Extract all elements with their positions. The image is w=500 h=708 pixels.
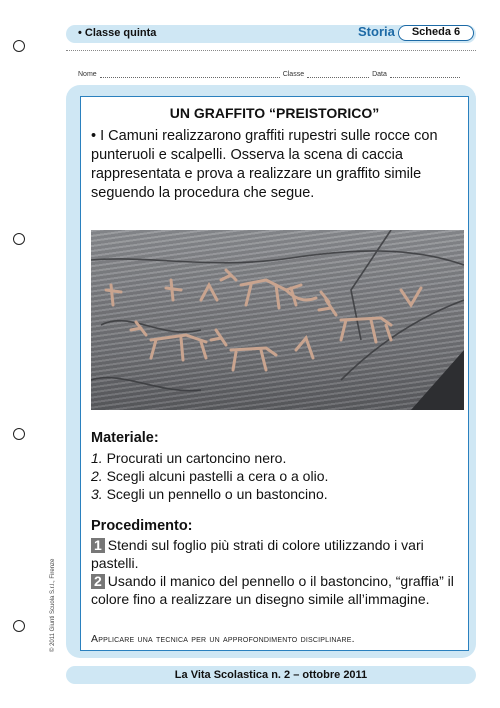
material-text: Scegli alcuni pastelli a cera o a olio. <box>102 468 329 484</box>
material-number: 2. <box>91 468 103 484</box>
material-number: 1. <box>91 450 103 466</box>
name-field[interactable] <box>100 69 280 78</box>
student-info-line <box>78 64 476 78</box>
header-divider <box>66 50 476 51</box>
procedure-step <box>91 572 463 608</box>
binder-hole-upper <box>13 233 25 245</box>
intro-paragraph: • I Camuni realizzarono graffiti rupestri sulle rocce con punteruoli e scalpelli. Osserva la scena di caccia rappresentata e prova a realizzare un graffito simile seguendo la procedura che segue. <box>91 128 438 201</box>
step-number-badge: 1 <box>91 538 105 553</box>
sheet-number-badge: Scheda 6 <box>398 25 474 41</box>
class-field[interactable] <box>307 69 369 78</box>
step-text: Usando il manico del pennello o il bastoncino, “graffia” il colore fino a realizzare un disegno simile all’immagine. <box>91 573 454 607</box>
material-item <box>91 467 463 485</box>
engraving-drawing <box>91 230 464 410</box>
material-item <box>91 449 463 467</box>
procedure-title: Procedimento: <box>91 518 193 534</box>
subject-label: Storia <box>358 24 395 39</box>
step-number-badge: 2 <box>91 574 105 589</box>
material-text: Procurati un cartoncino nero. <box>102 450 287 466</box>
procedure-step <box>91 536 463 572</box>
binder-hole-lower <box>13 428 25 440</box>
material-number: 3. <box>91 486 103 502</box>
class-field-label: Classe <box>282 71 305 78</box>
material-text: Scegli un pennello o un bastoncino. <box>102 486 328 502</box>
date-label: Data <box>372 71 387 78</box>
binder-hole-bottom <box>13 620 25 632</box>
materials-title: Materiale: <box>91 430 159 446</box>
copyright-text: © 2011 Giunti Scuola S.r.l., Firenze <box>50 558 56 652</box>
name-label: Nome <box>78 71 97 78</box>
date-field[interactable] <box>390 69 460 78</box>
worksheet-title: UN GRAFFITO “PREISTORICO” <box>169 105 380 121</box>
footer-bar: La Vita Scolastica n. 2 – ottobre 2011 <box>66 666 476 684</box>
rock-engraving-image <box>91 230 464 410</box>
step-text: Stendi sul foglio più strati di colore utilizzando i vari pastelli. <box>91 537 424 571</box>
class-label: • Classe quinta <box>78 27 157 39</box>
discipline-note: Applicare una tecnica per un approfondimento disciplinare. <box>91 633 355 645</box>
material-item <box>91 485 463 503</box>
binder-hole-top <box>13 40 25 52</box>
